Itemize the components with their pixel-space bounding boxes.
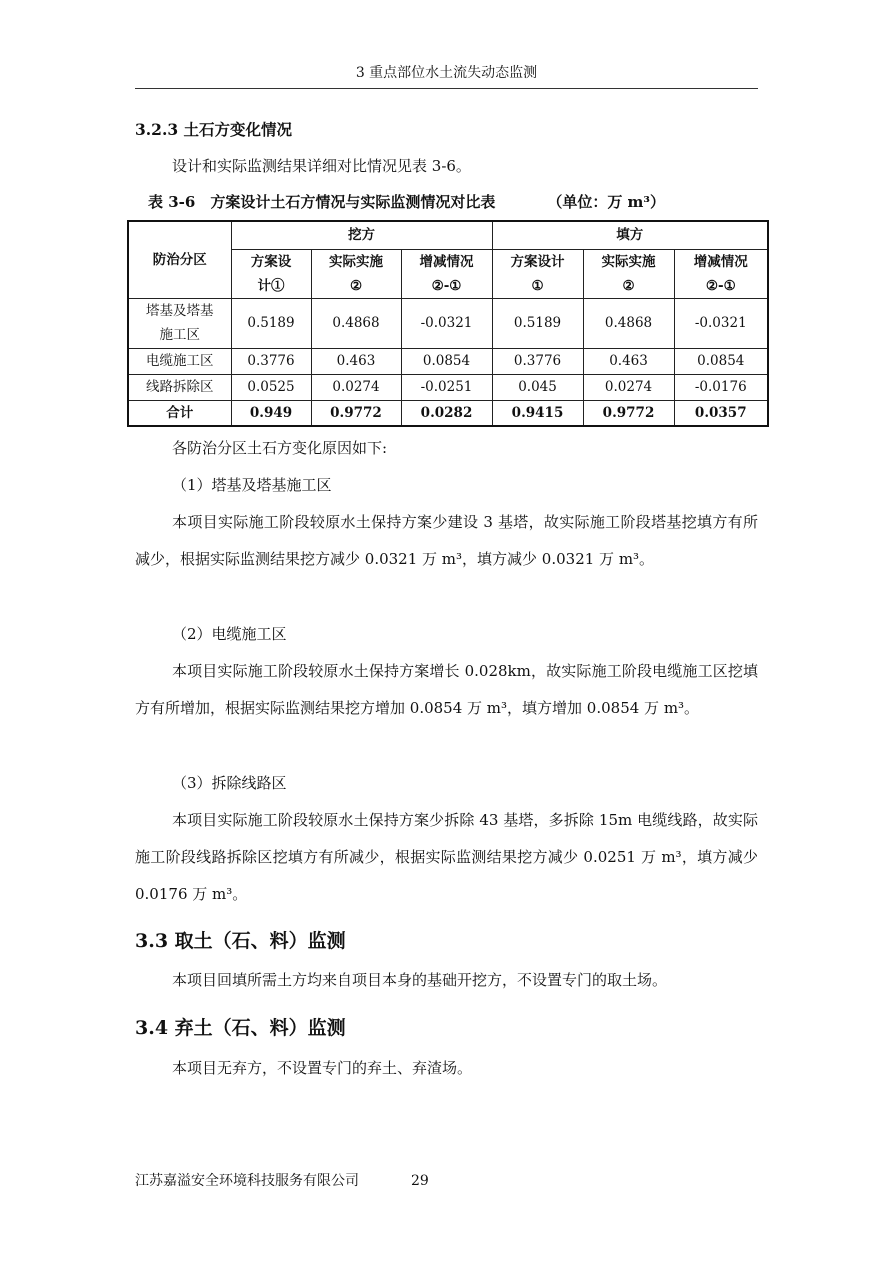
table-cell: -0.0176 [674, 374, 768, 400]
footer-company: 江苏嘉溢安全环境科技服务有限公司 [135, 1173, 359, 1189]
table-cell: 0.0274 [583, 374, 674, 400]
reason-item-3-title: （3）拆除线路区 [172, 774, 287, 792]
table-cell: 0.0525 [231, 374, 311, 400]
table-caption-title: 表 3-6 方案设计土石方情况与实际监测情况对比表 [148, 193, 496, 211]
reason-item-1-text: 本项目实际施工阶段较原水土保持方案少建设 3 基塔，故实际施工阶段塔基挖填方有所减少，根据实际监测结果挖方减少 0.0321 万 m³，填方减少 0.0321 万 m³。 [135, 513, 758, 568]
row-zone [128, 298, 231, 348]
subheader-line: 方案设计 [510, 253, 565, 270]
header-cut-group: 挖方 [231, 221, 492, 249]
zone-line: 施工区 [159, 327, 200, 343]
table-reference-paragraph: 设计和实际监测结果详细对比情况见表 3-6。 [172, 157, 471, 175]
table-caption [148, 191, 665, 212]
earthwork-comparison-table [127, 220, 769, 427]
subheader-fill-design [492, 249, 583, 298]
subheader-line: 实际实施 [329, 253, 383, 270]
subheader-line: ②-① [705, 277, 736, 294]
subheader-line: ② [349, 277, 363, 294]
table-total-row [128, 400, 768, 426]
reason-item-1-title: （1）塔基及塔基施工区 [172, 476, 332, 494]
table-cell: 0.4868 [583, 298, 674, 348]
subheader-cut-change [401, 249, 492, 298]
subheader-line: 增减情况 [693, 253, 748, 270]
subheader-line: 方案设 [250, 253, 292, 270]
subheader-line: 计① [257, 277, 285, 294]
table-row [128, 348, 768, 374]
subheader-line: 实际实施 [601, 253, 656, 270]
reasons-intro: 各防治分区土石方变化原因如下: [172, 439, 388, 457]
reason-item-2-title: （2）电缆施工区 [172, 625, 287, 643]
table-cell: 0.3776 [231, 348, 311, 374]
row-zone: 线路拆除区 [128, 374, 231, 400]
table-row [128, 298, 768, 348]
subheader-line: ① [531, 277, 544, 294]
subheader-cut-actual [311, 249, 401, 298]
table-row [128, 374, 768, 400]
table-cell: -0.0321 [401, 298, 492, 348]
table-cell: 0.0274 [311, 374, 401, 400]
section-heading-3-2-3: 3.2.3 土石方变化情况 [135, 120, 293, 139]
section-3-3-text: 本项目回填所需土方均来自项目本身的基础开挖方，不设置专门的取土场。 [172, 971, 668, 989]
table-cell: 0.9772 [311, 400, 401, 426]
section-3-4-text: 本项目无弃方，不设置专门的弃土、弃渣场。 [172, 1059, 473, 1077]
table-cell: 0.9415 [492, 400, 583, 426]
row-zone-total: 合计 [128, 400, 231, 426]
reason-item-2-text: 本项目实际施工阶段较原水土保持方案增长 0.028km，故实际施工阶段电缆施工区挖填方有所增加，根据实际监测结果挖方增加 0.0854 万 m³，填方增加 0.0854 万 m³。 [135, 662, 758, 717]
section-heading-3-4: 3.4 弃土（石、料）监测 [135, 1017, 346, 1039]
table-cell: 0.045 [492, 374, 583, 400]
table-cell: 0.463 [311, 348, 401, 374]
table-cell: 0.4868 [311, 298, 401, 348]
table-cell: 0.0854 [674, 348, 768, 374]
subheader-cut-design [231, 249, 311, 298]
row-zone: 电缆施工区 [128, 348, 231, 374]
table-cell: 0.949 [231, 400, 311, 426]
subheader-line: ②-① [431, 277, 462, 294]
page-number: 29 [411, 1173, 429, 1189]
table-cell: 0.5189 [231, 298, 311, 348]
table-cell: 0.0854 [401, 348, 492, 374]
page-footer [135, 1170, 429, 1190]
table-cell: -0.0251 [401, 374, 492, 400]
subheader-line: 增减情况 [419, 253, 474, 270]
table-cell: 0.463 [583, 348, 674, 374]
section-heading-3-3: 3.3 取土（石、料）监测 [135, 930, 346, 952]
zone-line: 塔基及塔基 [146, 303, 214, 319]
table-cell: -0.0321 [674, 298, 768, 348]
table-cell: 0.9772 [583, 400, 674, 426]
running-header: 3 重点部位水土流失动态监测 [135, 62, 758, 89]
subheader-line: ② [622, 277, 635, 294]
table-cell: 0.5189 [492, 298, 583, 348]
table-cell: 0.3776 [492, 348, 583, 374]
reason-item-3-text: 本项目实际施工阶段较原水土保持方案少拆除 43 基塔，多拆除 15m 电缆线路，故实际施工阶段线路拆除区挖填方有所减少，根据实际监测结果挖方减少 0.0251 万 m³，填方减少 0.0176 万 m³。 [135, 811, 758, 903]
subheader-fill-actual [583, 249, 674, 298]
header-fill-group: 填方 [492, 221, 768, 249]
table-cell: 0.0357 [674, 400, 768, 426]
table-unit: （单位：万 m³） [547, 193, 665, 211]
header-zone: 防治分区 [128, 221, 231, 298]
table-cell: 0.0282 [401, 400, 492, 426]
subheader-fill-change [674, 249, 768, 298]
